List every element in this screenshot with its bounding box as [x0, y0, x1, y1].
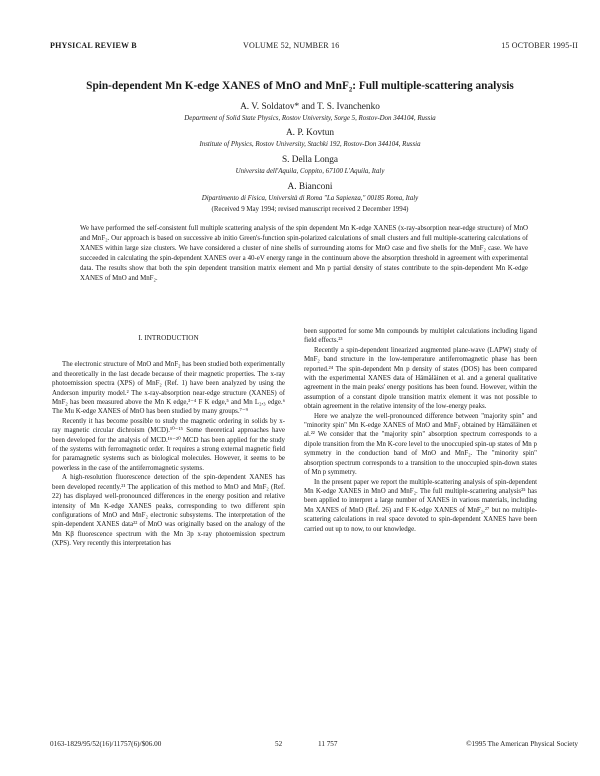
received-dates: (Received 9 May 1994; revised manuscript received 2 December 1994): [211, 206, 409, 213]
paragraph: A high-resolution fluorescence detection of the spin-dependent XANES has been developed recently.²¹ The application of this method to MnO and MnF₂ (Ref. 22) has displayed well-pronounced differences in the energy position and relative intensity of Mn K-edge XANES peaks, corresponding to two different spin configurations of MnO and MnF₂ electronic subsystems. The interpretation of the spin-dependent XANES data²² of MnO was originally based on the analogy of the Mn Kβ fluorescence spectrum with the Mn 3p x-ray photoemission spectrum (XPS). Very recently this interpretation has: [52, 474, 285, 548]
affiliation-line: Dipartimento di Fisica, Università di Roma "La Sapienza," 00185 Roma, Italy: [201, 195, 419, 202]
paragraph: In the present paper we report the multiple-scattering analysis of spin-dependent Mn K-edge XANES in MnO and MnF₂. The full multiple-scattering analysis²⁵ has been applied to interpret a large number of XANES in various materials, including Mn XANES of MnO (Ref. 26) and F K-edge XANES of MnF₂,²⁷ but no multiple-scattering calculations in real space devoted to spin-dependent XANES have been carried out up to now, to our knowledge.: [304, 478, 537, 533]
journal-name: PHYSICAL REVIEW B: [50, 41, 137, 50]
author-line: A. V. Soldatov* and T. S. Ivanchenko: [240, 102, 380, 112]
author-line: A. P. Kovtun: [285, 128, 335, 138]
right-column: [304, 327, 537, 534]
affiliation-line: Universita dell'Aquila, Coppito, 67100 L'Aquila, Italy: [235, 168, 385, 175]
footer-volume: 52: [275, 740, 283, 748]
volume-number: VOLUME 52, NUMBER 16: [243, 41, 340, 50]
article-code: 0163-1829/95/52(16)/11757(6)/$06.00: [50, 740, 162, 748]
copyright: ©1995 The American Physical Society: [466, 740, 578, 748]
issue-date: 15 OCTOBER 1995-II: [501, 41, 578, 50]
paragraph: Here we analyze the well-pronounced difference between "majority spin" and "minority spin" Mn K-edge XANES of MnO and MnF₂ obtained by Hämäläinen et al.²² We consider that the "majority spin" absorption spectrum corresponds to a dipole transition from the Mn K-core level to the unoccupied spin-up states of Mn p symmetry in the conduction band of MnO and MnF₂. The "minority spin" absorption spectrum corresponds to a transition to the unoccupied spin-down states of Mn p symmetry.: [304, 412, 537, 477]
affiliation-line: Department of Solid State Physics, Rostov University, Sorge 5, Rostov-Don 344104, Russia: [184, 115, 436, 122]
page-number: 11 757: [318, 740, 338, 748]
author-line: A. Bianconi: [287, 182, 333, 192]
paragraph: Recently a spin-dependent linearized augmented plane-wave (LAPW) study of MnF₂ band structure in the low-temperature antiferromagnetic phase has been reported.²⁴ The spin-dependent Mn p density of states (DOS) has been compared with the experimental XANES data of Hämäläinen et al. and a general qualitative agreement in the main peaks' energy positions has been found. However, within the assumption of a constant dipole transition matrix element it was not possible to obtain agreement in the relative intensity of the low-energy peaks.: [304, 346, 537, 411]
paper-title: Spin-dependent Mn K-edge XANES of MnO and MnF₂: Full multiple-scattering analysis: [86, 80, 514, 92]
affiliation-line: Institute of Physics, Rostov University, Stachki 192, Rostov-Don 344104, Russia: [199, 141, 421, 148]
section-heading: I. INTRODUCTION: [138, 334, 199, 342]
paragraph: been supported for some Mn compounds by multiplet calculations including ligand field effects.²³: [304, 328, 537, 345]
author-line: S. Della Longa: [281, 155, 339, 165]
paragraph: Recently it has become possible to study the magnetic ordering in solids by x-ray magnetic circular dichroism (MCD).¹⁰⁻¹⁵ Some theoretical approaches have been developed for the analysis of MCD.¹⁶⁻²⁰ MCD has been applied for the study of the systems with ferromagnetic order. It requires a strong external magnetic field for paramagnetic systems such as biological molecules. However, it seems to be powerless in the case of the antiferromagnetic systems.: [52, 417, 285, 472]
abstract: We have performed the self-consistent full multiple scattering analysis of the spin dependent Mn K-edge XANES (x-ray-absorption near-edge structure) of MnO and MnF₂. Our approach is based on successive ab initio Green's-function spin-polarized calculations of small clusters and full multiple-scattering calculations of XANES within large size clusters. We have considered a cluster of nine shells of surrounding atoms for MnO case and five shells for the MnF₂ case. We have succeeded in calculating the spin-dependent XANES over a 40-eV energy range in the continuum above the absorption threshold in agreement with experimental data. The results show that both the spin dependent transition matrix element and Mn p partial density of states contribute to the spin-dependent Mn K-edge XANES of MnO and MnF₂.: [80, 225, 528, 283]
left-column: [52, 334, 285, 549]
paragraph: The electronic structure of MnO and MnF₂ has been studied both experimentally and theoretically in the last decade because of their magnetic properties. The x-ray photoemission spectra (XPS) of MnF₂ (Ref. 1) have been analyzed by using the Anderson impurity model.² The x-ray-absorption near-edge structure (XANES) of MnF₂ has been measured above the Mn K edge,³⁻⁴ F K edge,⁵ and Mn L₂,₃ edge.⁶ The Mu K-edge XANES of MnO has been studied by many groups.⁷⁻⁹: [52, 361, 285, 416]
